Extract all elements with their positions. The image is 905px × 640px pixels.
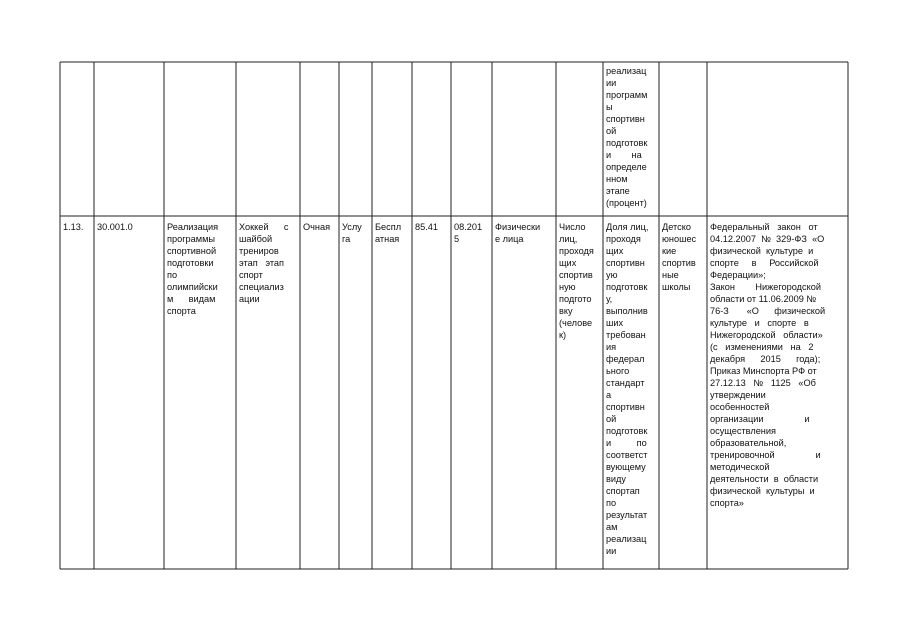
cell-line: олимпийски	[167, 282, 218, 292]
quality-indicator-cell	[606, 221, 658, 557]
cell-line: деятельности в области	[710, 474, 819, 484]
cell-line: нном	[606, 174, 628, 184]
cell-line: культуре и спорте в	[710, 318, 809, 328]
service-name-cell	[167, 221, 235, 317]
cell-line: Закон Нижегородской	[710, 282, 822, 292]
form-cell: Очная	[303, 222, 331, 232]
cell-line: ы	[606, 102, 613, 112]
cell-line: лиц,	[559, 234, 578, 244]
cell-line: специализ	[239, 282, 284, 292]
volume-indicator-cell	[559, 221, 602, 341]
cell-line: школы	[662, 282, 691, 292]
cell-line: юношес	[662, 234, 697, 244]
cell-line: программы	[167, 234, 216, 244]
cell-line: Число	[559, 222, 586, 232]
cell-line: ные	[662, 270, 679, 280]
cell-line: подготовки	[167, 258, 214, 268]
cell-line: вку	[559, 306, 573, 316]
cell-line: ших	[606, 318, 624, 328]
row-number: 1.13.	[63, 222, 84, 232]
cell-line: тренировочной и	[710, 450, 821, 460]
cell-line: ии	[606, 546, 617, 556]
date-cell	[454, 221, 491, 245]
cell-line: вующему	[606, 462, 646, 472]
cell-line: спорте в Российской	[710, 258, 819, 268]
cell-line: спортивной	[167, 246, 217, 256]
cell-line: спорт	[239, 270, 263, 280]
cell-line: проходя	[559, 246, 594, 256]
cell-line: га	[342, 234, 351, 244]
cell-line: ации	[239, 294, 260, 304]
cell-line: этапе	[606, 186, 630, 196]
cell-line: ьного	[606, 366, 630, 376]
cell-line: Хоккей с	[239, 222, 289, 232]
cell-line: Реализация	[167, 222, 219, 232]
consumers-cell	[495, 221, 555, 245]
cell-line: реализац	[606, 534, 647, 544]
cell-line: Приказ Минспорта РФ от	[710, 366, 817, 376]
cell-line: шайбой	[239, 234, 273, 244]
cell-line: подготовк	[606, 138, 648, 148]
cell-line: Детско	[662, 222, 691, 232]
cell-line: 08.201	[454, 222, 483, 232]
cell-line: подгото	[559, 294, 592, 304]
cell-line: по	[167, 270, 178, 280]
cell-line: спорта»	[710, 498, 744, 508]
cell-line: Беспл	[375, 222, 402, 232]
cell-line: Федерации»;	[710, 270, 766, 280]
cell-line: (процент)	[606, 198, 647, 208]
cell-line: требован	[606, 330, 646, 340]
cell-line: ой	[606, 126, 617, 136]
cell-line: ную	[559, 282, 576, 292]
okved-cell: 85.41	[415, 222, 438, 232]
cell-line: ия	[606, 342, 617, 352]
cell-line: м видам	[167, 294, 216, 304]
payment-cell	[375, 221, 411, 245]
cell-line: этап этап	[239, 258, 285, 268]
legal-basis-cell	[710, 221, 847, 509]
cell-line: физической культуре и	[710, 246, 814, 256]
cell-line: 27.12.13 № 1125 «Об	[710, 378, 816, 388]
cell-line: спортивн	[606, 114, 645, 124]
cell-line: спортап	[606, 486, 640, 496]
sport-stage-cell	[239, 221, 299, 305]
cell-line: утверждении	[710, 390, 766, 400]
type-cell	[342, 221, 371, 245]
cell-line: у,	[606, 294, 613, 304]
cell-line: щих	[559, 258, 577, 268]
cell-line: федерал	[606, 354, 645, 364]
cell-line: и по	[606, 438, 647, 448]
cell-line: осуществления	[710, 426, 776, 436]
cell-line: атная	[375, 234, 400, 244]
cell-line: результат	[606, 510, 648, 520]
cell-line: 5	[454, 234, 460, 244]
cell-line: 04.12.2007 № 329-ФЗ «О	[710, 234, 825, 244]
cell-line: ам	[606, 522, 618, 532]
cell-line: спортивн	[606, 258, 645, 268]
cell-line: спорта	[167, 306, 196, 316]
cell-line: и на	[606, 150, 642, 160]
cell-line: подготовк	[606, 426, 648, 436]
cell-line: программ	[606, 90, 648, 100]
cell-line: е лица	[495, 234, 524, 244]
cell-line: Физически	[495, 222, 541, 232]
cell-line: декабря 2015 года);	[710, 354, 821, 364]
cell-line: кие	[662, 246, 677, 256]
cell-line: по	[606, 498, 617, 508]
institution-cell	[662, 221, 706, 293]
cell-line: организации и	[710, 414, 810, 424]
cell-line: области от 11.06.2009 №	[710, 294, 817, 304]
cell-line: а	[606, 390, 612, 400]
cell-line: ой	[606, 414, 617, 424]
cell-line: Федеральный закон от	[710, 222, 818, 232]
cell-line: стандарт	[606, 378, 645, 388]
cell-line: Нижегородской области»	[710, 330, 823, 340]
cell-line: 76-З «О физической	[710, 306, 826, 316]
cell-line: трениров	[239, 246, 279, 256]
service-code: 30.001.0	[97, 222, 133, 232]
cell-line: щих	[606, 246, 624, 256]
cell-line: виду	[606, 474, 626, 484]
cell-line: соответст	[606, 450, 648, 460]
cell-line: реализац	[606, 66, 647, 76]
cell-line: (челове	[559, 318, 593, 328]
cell-line: проходя	[606, 234, 641, 244]
cell-line: выполнив	[606, 306, 648, 316]
cell-line: Услу	[342, 222, 362, 232]
cell-line: методической	[710, 462, 770, 472]
cell-line: особенностей	[710, 402, 770, 412]
cell-line: образовательной,	[710, 438, 787, 448]
cell-line: физической культуры и	[710, 486, 815, 496]
prev-row-indicator-cell	[606, 65, 658, 209]
cell-line: спортив	[559, 270, 593, 280]
cell-line: спортив	[662, 258, 696, 268]
cell-line: к)	[559, 330, 567, 340]
cell-line: Доля лиц,	[606, 222, 649, 232]
cell-line: подготовк	[606, 282, 648, 292]
cell-line: ую	[606, 270, 618, 280]
cell-line: спортивн	[606, 402, 645, 412]
cell-line: ии	[606, 78, 617, 88]
cell-line: определе	[606, 162, 647, 172]
cell-line: (с изменениями на 2	[710, 342, 814, 352]
